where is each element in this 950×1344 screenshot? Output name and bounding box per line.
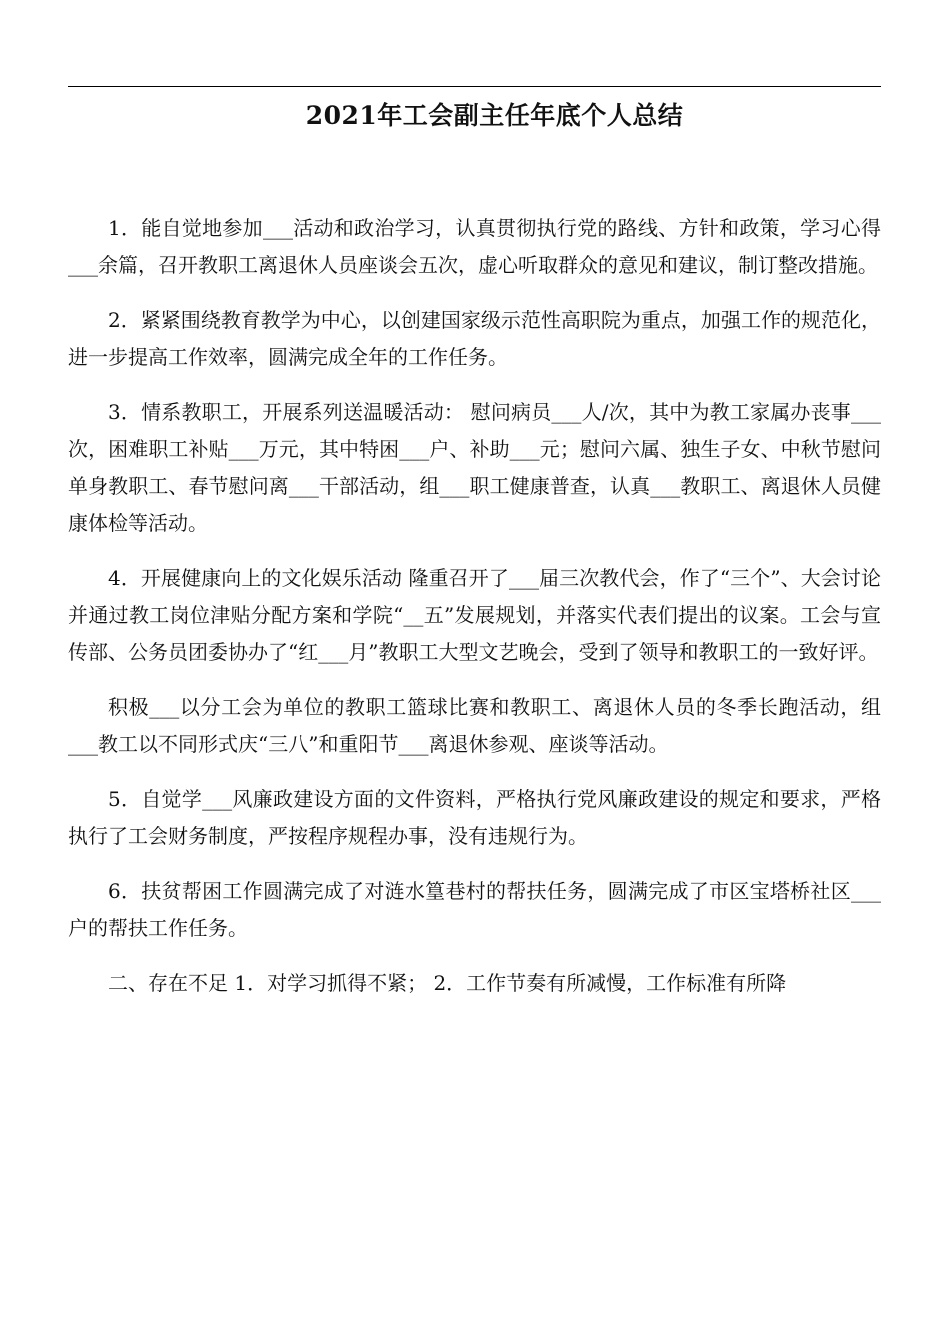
paragraph-3: 3．情系教职工，开展系列送温暖活动： 慰问病员___人/次，其中为教工家属办丧事___次，困难职工补贴___万元，其中特困___户、补助___元；慰问六属、独生子女、中秋节慰问单身教职工、春节慰问离___干部活动，组___职工健康普查，认真___教职工、离退休人员健康体检等活动。 — [68, 400, 881, 535]
paragraph-6: 5．自觉学___风廉政建设方面的文件资料，严格执行党风廉政建设的规定和要求，严格执行了工会财务制度，严按程序规程办事，没有违规行为。 — [68, 787, 881, 848]
paragraph-4: 4．开展健康向上的文化娱乐活动 隆重召开了___届三次教代会，作了“三个”、大会讨论并通过教工岗位津贴分配方案和学院“__五”发展规划，并落实代表们提出的议案。工会与宣传部、公务员团委协办了“红___月”教职工大型文艺晚会，受到了领导和教职工的一致好评。 — [68, 566, 881, 664]
header-rule — [68, 86, 881, 87]
document-body — [68, 210, 881, 1020]
paragraph-2: 2．紧紧围绕教育教学为中心，以创建国家级示范性高职院为重点，加强工作的规范化，进一步提高工作效率，圆满完成全年的工作任务。 — [68, 308, 881, 369]
paragraph-5: 积极___以分工会为单位的教职工篮球比赛和教职工、离退休人员的冬季长跑活动，组___教工以不同形式庆“三八”和重阳节___离退休参观、座谈等活动。 — [68, 695, 881, 756]
paragraph-8: 二、存在不足 1．对学习抓得不紧； 2．工作节奏有所减慢，工作标准有所降 — [108, 971, 787, 995]
paragraph-7: 6．扶贫帮困工作圆满完成了对涟水篁巷村的帮扶任务，圆满完成了市区宝塔桥社区___户的帮扶工作任务。 — [68, 879, 881, 940]
paragraph-1: 1．能自觉地参加___活动和政治学习，认真贯彻执行党的路线、方针和政策，学习心得___余篇，召开教职工离退休人员座谈会五次，虚心听取群众的意见和建议，制订整改措施。 — [68, 216, 881, 277]
document-title: 2021年工会副主任年底个人总结 — [305, 101, 684, 130]
